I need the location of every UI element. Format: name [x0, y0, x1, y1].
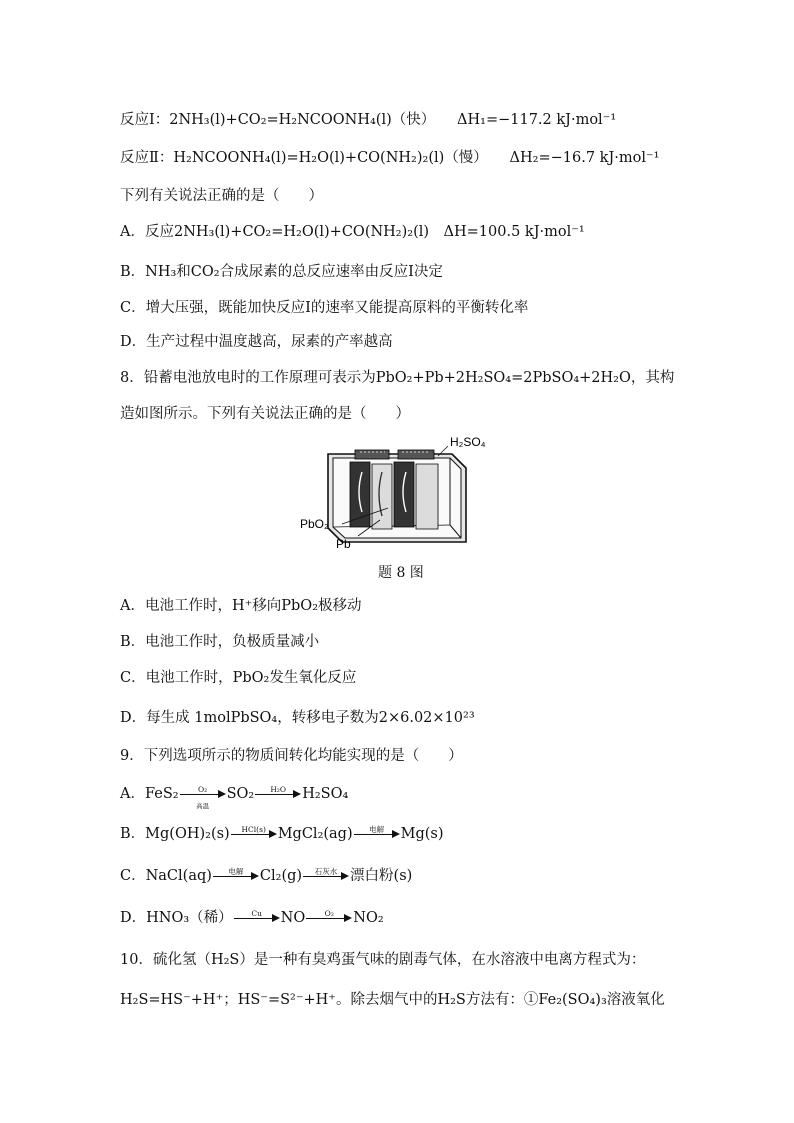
reaction-2-equation: H₂NCOONH₄(l)=H₂O(l)+CO(NH₂)₂(l)（慢） [173, 150, 481, 166]
q8-option-c: C．电池工作时，PbO₂发生氧化反应 [120, 670, 357, 686]
q9-option-c: C．NaCl(aq) 电解 Cl₂(g) 石灰水 漂白粉(s) [120, 867, 413, 884]
label-pbo2: PbO₂ [300, 517, 329, 531]
reaction-1-equation: 2NH₃(l)+CO₂=H₂NCOONH₄(l)（快） [169, 112, 429, 128]
reaction-2-label: 反应Ⅱ： [120, 150, 174, 166]
q10-line-1: 10．硫化氢（H₂S）是一种有臭鸡蛋气味的剧毒气体，在水溶液中电离方程式为： [120, 952, 646, 968]
reaction-1-enthalpy: ΔH₁=−117.2 kJ·mol⁻¹ [457, 112, 617, 128]
reaction-arrow: 电解 [354, 827, 400, 841]
reaction-arrow: Cu [234, 911, 280, 925]
reaction-2-line [120, 148, 659, 168]
q9-stem: 9．下列选项所示的物质间转化均能实现的是（ ） [120, 748, 463, 764]
q8-option-d: D．每生成 1molPbSO₄，转移电子数为2×6.02×10²³ [120, 710, 475, 726]
label-pb: Pb [336, 537, 351, 551]
q8-stem-line-2: 造如图所示。下列有关说法正确的是（ ） [120, 406, 410, 422]
q9-option-d: D．HNO₃（稀） Cu NO O₂ NO₂ [120, 909, 384, 926]
reaction-2-enthalpy: ΔH₂=−16.7 kJ·mol⁻¹ [509, 150, 660, 166]
q8-option-b: B．电池工作时，负极质量减小 [120, 634, 320, 650]
q8-stem-line-1: 8．铅蓄电池放电时的工作原理可表示为PbO₂+Pb+2H₂SO₄=2PbSO₄+2H₂O，其构 [120, 370, 675, 386]
lead-acid-battery-figure [300, 432, 490, 557]
q8-option-a: A．电池工作时，H⁺移向PbO₂极移动 [120, 598, 362, 614]
figure-caption: 题 8 图 [378, 565, 424, 581]
battery-diagram [300, 432, 490, 557]
q7-option-c: C．增大压强，既能加快反应Ⅰ的速率又能提高原料的平衡转化率 [120, 300, 529, 316]
q7-stem: 下列有关说法正确的是（ ） [120, 188, 323, 204]
reaction-arrow: 电解 [213, 869, 259, 883]
reaction-arrow: H₂O [255, 787, 301, 801]
reaction-arrow: HCl(s) [231, 827, 277, 841]
reaction-1-label: 反应Ⅰ： [120, 112, 170, 128]
q7-option-b: B．NH₃和CO₂合成尿素的总反应速率由反应Ⅰ决定 [120, 264, 443, 280]
q7-option-d: D．生产过程中温度越高，尿素的产率越高 [120, 334, 393, 350]
reaction-arrow: O₂ 高温 [180, 787, 226, 801]
reaction-arrow: 石灰水 [303, 869, 349, 883]
q10-line-2: H₂S=HS⁻+H⁺；HS⁻=S²⁻+H⁺。除去烟气中的H₂S方法有：①Fe₂(SO₄)₃溶液氧化 [120, 992, 665, 1008]
q9-option-b: B．Mg(OH)₂(s) HCl(s) MgCl₂(ag) 电解 Mg(s) [120, 825, 444, 842]
reaction-1-line [120, 110, 616, 130]
q7-option-a: A．反应2NH₃(l)+CO₂=H₂O(l)+CO(NH₂)₂(l) ΔH=100.5 kJ·mol⁻¹ [120, 224, 585, 240]
label-h2so4: H₂SO₄ [450, 435, 486, 449]
reaction-arrow: O₂ [306, 911, 352, 925]
q9-option-a: A．FeS₂ O₂ 高温 SO₂ H₂O H₂SO₄ [120, 785, 349, 810]
